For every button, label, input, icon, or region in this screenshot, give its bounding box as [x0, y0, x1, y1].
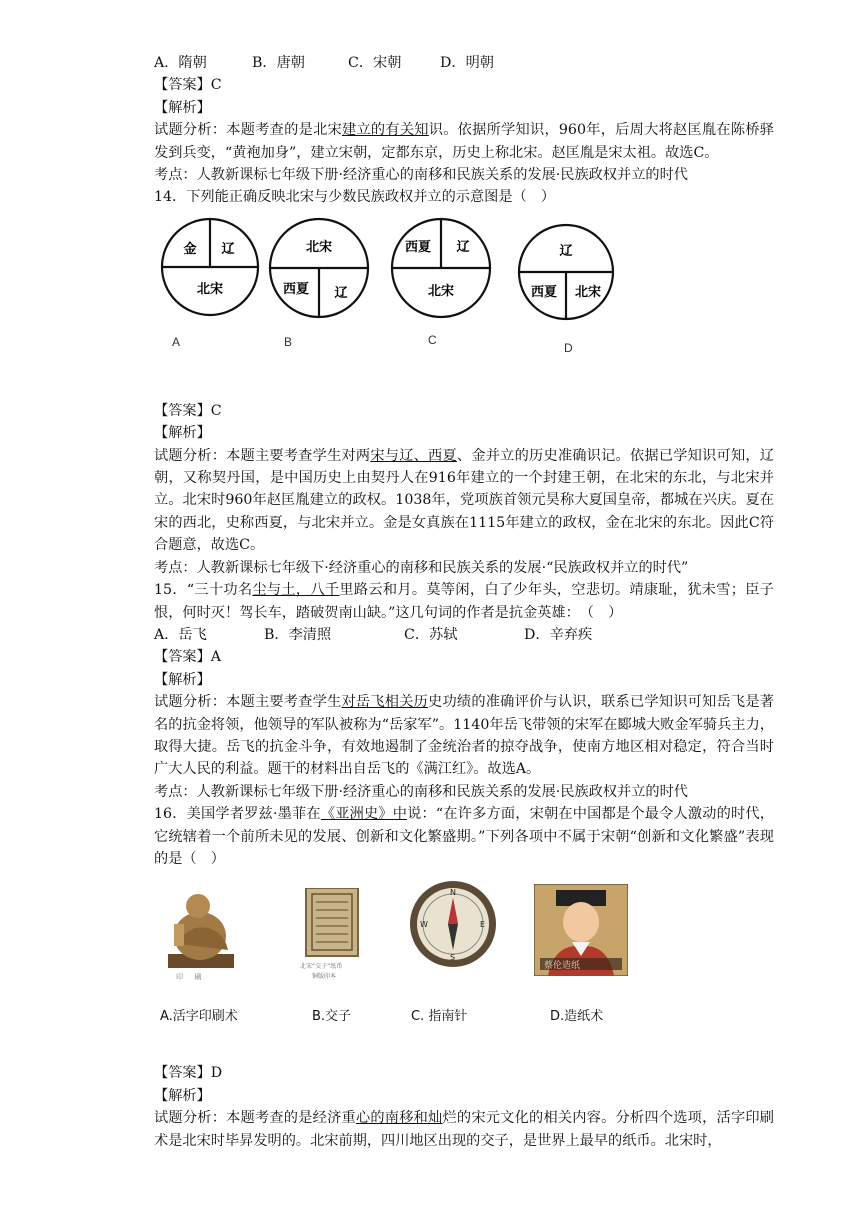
q16-analysis-label: 【解析】: [154, 1087, 211, 1104]
q13-option-a: A．隋朝: [154, 55, 207, 71]
svg-text:铜版印本: 铜版印本: [312, 973, 337, 981]
diagram-c: [388, 213, 494, 323]
q13-option-d: D．明朝: [440, 55, 494, 71]
diagram-d-letter: D: [564, 340, 573, 355]
diagram-a-top-left: 金: [183, 241, 197, 257]
q15-analysis: 试题分析：本题主要考查学生对岳飞相关历史功绩的准确评价与认识，联系已学知识可知岳飞是著名的抗金将领，他领导的军队被称为“岳家军”。1140年岳飞带领的宋军在郾城大败金军骑兵主力，取得大捷。岳飞的抗金斗争，有效地遏制了金统治者的掠夺战争，使南方地区相对稳定，符合当时广大人民的利益。题干的材料出自岳飞的《满江红》。故选A。: [154, 694, 774, 778]
q13-answer: 【答案】C: [154, 77, 222, 94]
diagram-c-bottom: 北宋: [427, 283, 455, 299]
q15-option-a: A．岳飞: [154, 626, 207, 643]
q16-answer: 【答案】D: [154, 1065, 223, 1082]
svg-text:S: S: [450, 953, 456, 963]
q14-analysis-label: 【解析】: [154, 425, 211, 442]
cailun-portrait-image: [534, 884, 628, 976]
diagram-b: [266, 213, 372, 323]
diagram-c-top-left: 西夏: [404, 239, 432, 255]
svg-text:蔡伦造纸: 蔡伦造纸: [544, 961, 581, 972]
caption-b: B.交子: [312, 1009, 352, 1025]
diagram-a-bottom: 北宋: [196, 281, 224, 297]
q15-analysis-label: 【解析】: [154, 671, 211, 688]
q15-option-d: D．辛弃疾: [524, 626, 593, 643]
q14-answer: 【答案】C: [154, 402, 222, 419]
q15-option-b: B．李清照: [264, 626, 332, 643]
diagram-d-bottom-right: 北宋: [574, 284, 602, 300]
svg-text:E: E: [480, 920, 486, 930]
q13-analysis-label: 【解析】: [154, 99, 211, 116]
diagram-c-letter: C: [428, 332, 437, 347]
diagram-d-top: 辽: [559, 243, 573, 259]
q16-analysis: 试题分析：本题考查的是经济重心的南移和灿烂的宋元文化的相关内容。分析四个选项，活字印刷术是北宋时毕昇发明的。北宋前期，四川地区出现的交子，是世界上最早的纸币。北宋时，: [154, 1110, 774, 1149]
q15-stem: 15．“三十功名尘与土，八千里路云和月。莫等闲，白了少年头，空悲切。靖康耻，犹未雪；臣子恨，何时灭！驾长车，踏破贺南山缺。”这几句词的作者是抗金英雄： （ ）: [154, 582, 774, 621]
q13-analysis: 试题分析：本题考查的是北宋建立的有关知识。依据所学知识，960年，后周大将赵匡胤在陈桥驿发到兵变，“黄袍加身”，建立宋朝，定都东京，历史上称北宋。赵匡胤是宋太祖。故选C。: [154, 122, 774, 161]
q14-stem: 14．下列能正确反映北宋与少数民族政权并立的示意图是（ ）: [154, 189, 556, 206]
q15-answer: 【答案】A: [154, 649, 221, 666]
svg-text:北宋“交子”纸币: 北宋“交子”纸币: [300, 963, 343, 971]
q13-option-c: C．宋朝: [348, 55, 402, 71]
document-page: [154, 52, 774, 1152]
q14-analysis: 试题分析：本题主要考查学生对两宋与辽、西夏、金并立的历史准确识记。依据已学知识可知，辽朝，又称契丹国，是中国历史上由契丹人在916年建立的一个封建王朝，在北宋的东北，与北宋并立。北宋时960年赵匡胤建立的政权。1038年，党项族首领元昊称大夏国皇帝，都城在兴庆。夏在宋的西北，史称西夏，与北宋并立。金是女真族在1115年建立的政权，金在北宋的东北。因此C符合题意，故选C。: [154, 447, 774, 554]
q16-stem: 16．美国学者罗兹·墨菲在《亚洲史》中说：“在许多方面，宋朝在中国都是个最令人激动的时代，它统辖着一个前所未见的发展、创新和文化繁盛期。”下列各项中不属于宋朝“创新和文化繁盛”表现的是（ ）: [154, 806, 774, 867]
diagram-a-top-right: 辽: [221, 241, 235, 257]
caption-c: C. 指南针: [411, 1009, 468, 1025]
svg-text:印 刷: 印 刷: [176, 973, 202, 982]
svg-text:W: W: [420, 920, 428, 930]
diagram-d-bottom-left: 西夏: [530, 284, 558, 300]
diagram-b-bottom-left: 西夏: [282, 281, 310, 297]
q13-point: 考点：人教新课标七年级下册·经济重心的南移和民族关系的发展·民族政权并立的时代: [154, 167, 688, 184]
q16-image-row: [154, 870, 774, 1062]
q15-option-c: C．苏轼: [404, 626, 458, 643]
q13-options: [154, 52, 774, 74]
q13-option-b: B．唐朝: [252, 55, 305, 71]
q14-diagrams: [154, 209, 774, 389]
bisheng-statue-image: [158, 884, 240, 982]
q14-point: 考点：人教新课标七年级下·经济重心的南移和民族关系的发展·“民族政权并立的时代”: [154, 559, 689, 576]
diagram-b-top: 北宋: [305, 239, 333, 255]
svg-text:N: N: [450, 888, 456, 898]
compass-image: [408, 878, 498, 970]
diagram-b-bottom-right: 辽: [334, 285, 348, 301]
diagram-c-top-right: 辽: [456, 239, 470, 255]
jiaozi-image: [298, 888, 370, 984]
caption-a: A.活字印刷术: [160, 1009, 238, 1025]
diagram-d: [516, 219, 616, 325]
caption-d: D.造纸术: [550, 1009, 604, 1025]
q15-point: 考点：人教新课标七年级下册·经济重心的南移和民族关系的发展·民族政权并立的时代: [154, 783, 688, 800]
diagram-a: [158, 213, 262, 321]
diagram-a-letter: A: [172, 334, 181, 349]
q15-options: [154, 624, 774, 646]
diagram-b-letter: B: [284, 334, 293, 349]
